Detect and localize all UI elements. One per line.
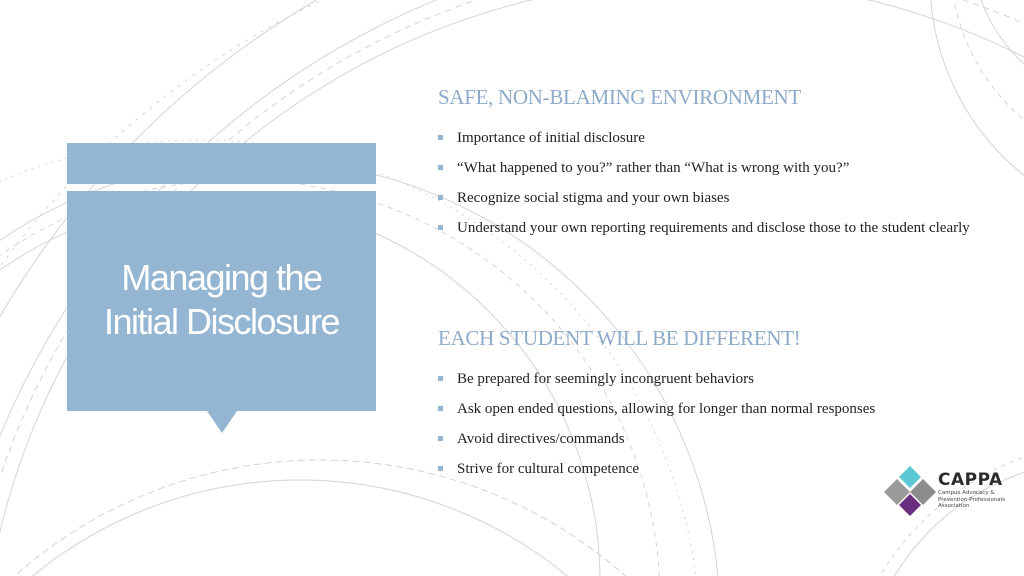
list-item: Be prepared for seemingly incongruent behaviors [438, 369, 978, 389]
list-item: Avoid directives/commands [438, 429, 978, 449]
square-bullet-icon [438, 225, 443, 230]
logo-subtitle: Campus Advocacy & Prevention Professionals Association [938, 490, 1006, 509]
list-item: Ask open ended questions, allowing for longer than normal responses [438, 399, 978, 419]
section-heading-each-student: EACH STUDENT WILL BE DIFFERENT! [438, 326, 801, 350]
square-bullet-icon [438, 195, 443, 200]
slide-title [67, 256, 376, 344]
square-bullet-icon [438, 165, 443, 170]
section-heading-safe-environment: SAFE, NON-BLAMING ENVIRONMENT [438, 85, 801, 109]
square-bullet-icon [438, 135, 443, 140]
list-item: Importance of initial disclosure [438, 128, 978, 148]
list-item: Recognize social stigma and your own biases [438, 188, 978, 208]
square-bullet-icon [438, 466, 443, 471]
list-item: Strive for cultural competence [438, 459, 978, 479]
bullet-list-safe-environment [438, 128, 978, 248]
logo-wordmark: CAPPA [938, 470, 1003, 490]
list-item: Understand your own reporting requirements and disclose those to the student clearly [438, 218, 978, 238]
title-accent-strip [67, 143, 376, 184]
slide-title-line-2: Initial Disclosure [103, 301, 340, 342]
title-panel-pointer [207, 411, 237, 433]
slide-title-line-1: Managing the [121, 257, 322, 298]
square-bullet-icon [438, 406, 443, 411]
list-item: “What happened to you?” rather than “What is wrong with you?” [438, 158, 978, 178]
square-bullet-icon [438, 376, 443, 381]
square-bullet-icon [438, 436, 443, 441]
